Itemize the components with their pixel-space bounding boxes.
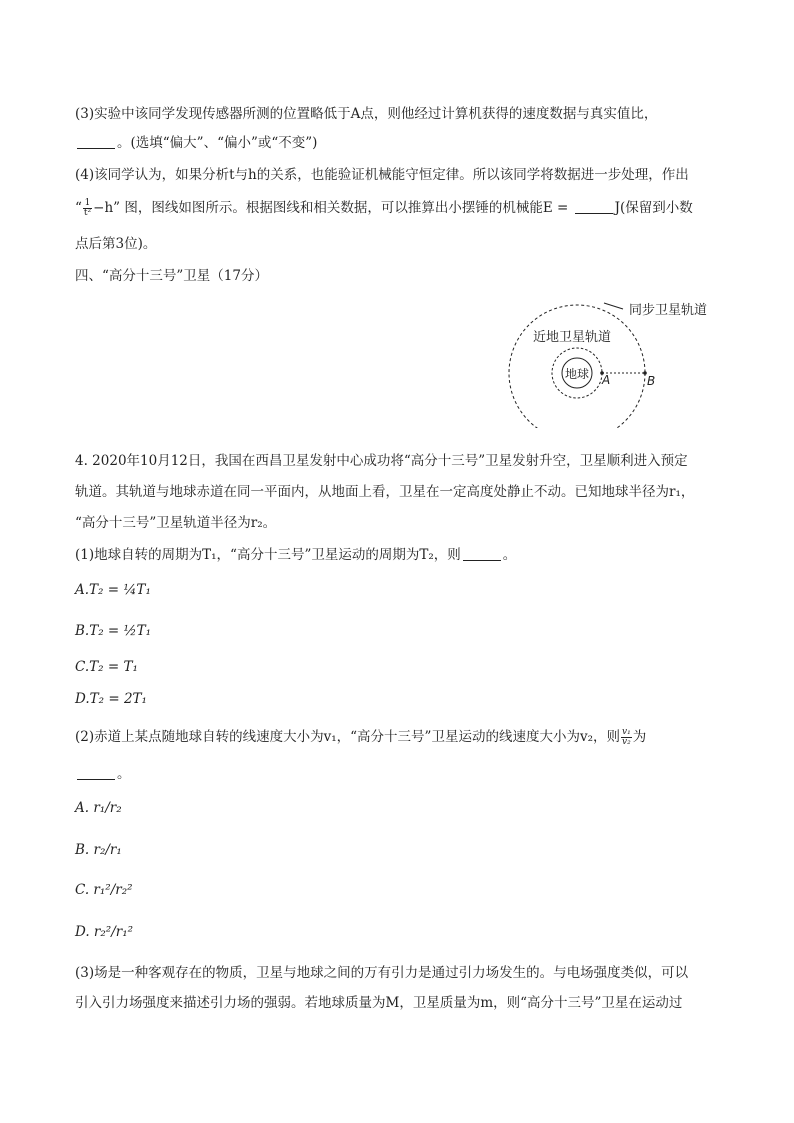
earth-label: 地球 (564, 367, 590, 381)
q4-part2-blank-end: 。 (117, 766, 131, 782)
open-quote: “ (75, 200, 82, 216)
q4-part3-line1: (3)场是一种客观存在的物质，卫星与地球之间的万有引力是通过引力场发生的。与电场强度类似，可以 (75, 965, 689, 981)
sync-orbit-label: 同步卫星轨道 (629, 303, 708, 318)
q3-part3-line1: (3)实验中该同学发现传感器所测的位置略低于A点，则他经过计算机获得的速度数据与真实值比， (75, 106, 658, 122)
q3-part4-line2-after: J(保留到小数 (614, 200, 693, 216)
answer-blank[interactable] (575, 199, 613, 214)
option-d[interactable]: D. r₂²/r₁² (75, 924, 134, 940)
v1-over-v2: $\frac{\text{v₁}}{\text{v₂}}$ (622, 727, 631, 747)
q3-part4-line1: (4)该同学认为，如果分析t与h的关系，也能验证机械能守恒定律。所以该同学将数据进一步处理，作出 (75, 167, 689, 183)
q4-line3: “高分十三号”卫星轨道半径为r₂。 (75, 515, 277, 531)
q3-part4-line3: 点后第3位)。 (75, 236, 157, 252)
q4-part2-stem-text: (2)赤道上某点随地球自转的线速度大小为v₁，“高分十三号”卫星运动的线速度大小为v₂，则 (75, 729, 621, 745)
option-c[interactable]: C.T₂ = T₁ (75, 659, 138, 675)
q3-part4-line2 (75, 198, 693, 218)
frac-denominator: t² (83, 208, 92, 218)
option-d[interactable]: D.T₂ = 2T₁ (75, 691, 147, 707)
q3-part3-line2 (75, 133, 317, 153)
sync-label-leader (604, 303, 623, 309)
q4-part2-stem (75, 727, 646, 747)
orbit-diagram (505, 298, 725, 428)
option-a[interactable]: A.T₂ = ¼T₁ (75, 582, 151, 598)
q4-part2-blank-line (75, 764, 131, 784)
answer-blank[interactable] (463, 546, 501, 561)
near-orbit-label: 近地卫星轨道 (533, 330, 612, 345)
q4-line2: 轨道。其轨道与地球赤道在同一平面内，从地面上看，卫星在一定高度处静止不动。已知地球半径为r₁， (75, 484, 695, 500)
frac-numerator: 1 (84, 198, 91, 208)
section-title: 四、“高分十三号”卫星（17分） (75, 268, 268, 284)
option-a[interactable]: A. r₁/r₂ (75, 800, 122, 816)
q4-part3-line2: 引入引力场强度来描述引力场的强弱。若地球质量为M，卫星质量为m，则“高分十三号”卫星在运动过 (75, 995, 683, 1011)
q3-part3-choice-hint: 。(选填“偏大”、“偏小”或“不变”) (117, 135, 318, 151)
q4-line1: 4. 2020年10月12日，我国在西昌卫星发射中心成功将“高分十三号”卫星发射升空，卫星顺利进入预定 (75, 453, 688, 469)
q4-part1-stem (75, 545, 516, 565)
answer-blank[interactable] (77, 134, 115, 149)
q4-part1-stem-text: (1)地球自转的周期为T₁，“高分十三号”卫星运动的周期为T₂，则 (75, 547, 461, 563)
option-c[interactable]: C. r₁²/r₂² (75, 882, 133, 898)
option-b[interactable]: B.T₂ = ½T₁ (75, 623, 152, 639)
q4-part1-stem-end: 。 (502, 547, 517, 563)
q4-part2-stem-end: 为 (632, 729, 647, 745)
option-b[interactable]: B. r₂/r₁ (75, 842, 122, 858)
answer-blank[interactable] (77, 765, 115, 780)
q3-part4-line2-mid: −h” 图，图线如图所示。根据图线和相关数据，可以推算出小摆锤的机械能E = (93, 200, 569, 216)
one-over-t-squared (83, 199, 92, 218)
label-b: B (647, 374, 656, 388)
label-a: A (602, 373, 611, 387)
